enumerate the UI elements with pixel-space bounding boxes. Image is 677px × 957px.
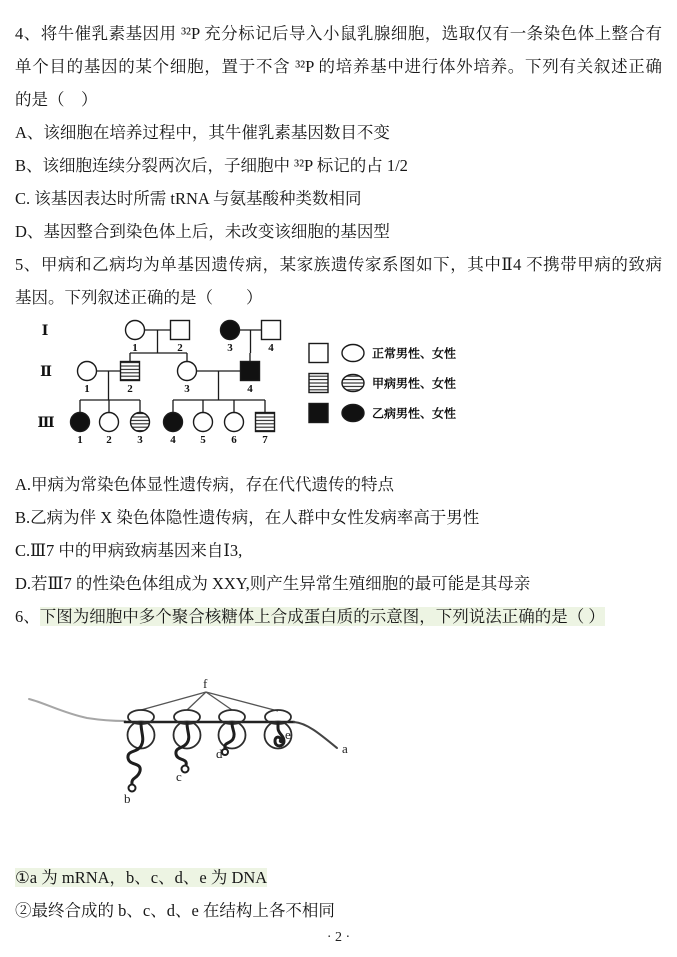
legend-label-yi: 乙病男性、女性 <box>372 406 457 421</box>
q6-statement-1 <box>15 861 662 894</box>
chain-e-end <box>279 739 283 743</box>
pedigree-individual-III-6 <box>225 413 244 432</box>
legend-circle-jia <box>342 375 364 392</box>
question-6 <box>15 600 662 927</box>
pedigree-number-II-1: 1 <box>84 383 90 395</box>
pedigree-chart <box>15 314 675 456</box>
pedigree-individual-I-2 <box>171 321 190 340</box>
pedigree-number-III-2: 2 <box>106 434 112 446</box>
pedigree-number-I-4: 4 <box>268 342 274 354</box>
pedigree-individual-II-3 <box>178 362 197 381</box>
pedigree-individual-III-3 <box>131 413 150 432</box>
pedigree-number-III-5: 5 <box>200 434 206 446</box>
pedigree-number-III-1: 1 <box>77 434 83 446</box>
q5-stem-line-1: 5、甲病和乙病均为单基因遗传病，某家族遗传家系图如下，其中Ⅱ4 不携带甲病的致病 <box>15 255 662 274</box>
f-line-4 <box>206 692 278 711</box>
q6-stem: 下图为细胞中多个聚合核糖体上合成蛋白质的示意图，下列说法正确的是（ ） <box>39 607 605 626</box>
legend-square-yi <box>309 404 328 423</box>
q4-option-b: B、该细胞连续分裂两次后，子细胞中 ³²P 标记的占 1/2 <box>15 156 408 175</box>
polysome-figure <box>15 655 662 853</box>
polysome-label-b: b <box>124 791 131 806</box>
pedigree-individual-III-4 <box>164 413 183 432</box>
q6-number: 6、 <box>15 607 40 626</box>
q6-stem-line <box>15 600 662 633</box>
polysome-label-a: a <box>342 741 348 756</box>
question-5 <box>15 248 662 600</box>
legend-circle-yi <box>342 405 364 422</box>
polysome-label-d: d <box>216 746 223 761</box>
pedigree-individual-III-7 <box>256 413 275 432</box>
q5-option-c: C.Ⅲ7 中的甲病致病基因来自Ⅰ3, <box>15 541 243 560</box>
pedigree-number-II-2: 2 <box>127 383 133 395</box>
chain-d-end <box>222 749 228 755</box>
pedigree-individual-I-4 <box>262 321 281 340</box>
polysome-label-c: c <box>176 769 182 784</box>
legend-square-jia <box>309 374 328 393</box>
q4-option-a: A、该细胞在培养过程中，其牛催乳素基因数目不变 <box>15 123 390 142</box>
pedigree-figure <box>15 314 662 456</box>
pedigree-individual-II-4 <box>241 362 260 381</box>
q4-option-d: D、基因整合到染色体上后，未改变该细胞的基因型 <box>15 222 390 241</box>
q6-statement-2-text: 最终合成的 b、c、d、e 在结构上各不相同 <box>31 901 335 920</box>
polypeptide-chain-b <box>128 723 143 784</box>
question-4 <box>15 17 662 248</box>
pedigree-individual-III-2 <box>100 413 119 432</box>
pedigree-number-II-4: 4 <box>247 383 253 395</box>
q5-option-a: A.甲病为常染色体显性遗传病，存在代代遗传的特点 <box>15 475 395 494</box>
q6-statement-1-marker: ① <box>15 868 30 887</box>
q6-statement-2 <box>15 894 662 927</box>
generation-label-2: Ⅱ <box>40 365 52 380</box>
pedigree-number-I-2: 2 <box>177 342 183 354</box>
chain-c-end <box>182 766 189 773</box>
pedigree-individual-III-5 <box>194 413 213 432</box>
polysome-label-e: e <box>285 727 291 742</box>
pedigree-individual-III-1 <box>71 413 90 432</box>
pedigree-individual-II-2 <box>121 362 140 381</box>
pedigree-individual-I-3 <box>221 321 240 340</box>
pedigree-individual-II-1 <box>78 362 97 381</box>
polysome-label-f: f <box>203 676 208 691</box>
q4-stem-line-3: 的是（ ） <box>15 90 98 109</box>
generation-label-1: Ⅰ <box>41 324 49 339</box>
pedigree-individual-I-1 <box>126 321 145 340</box>
mrna-right-tail <box>294 722 337 748</box>
generation-label-3: Ⅲ <box>37 416 55 431</box>
q5-stem-line-2: 基因。下列叙述正确的是（ ） <box>15 288 263 307</box>
pedigree-number-I-1: 1 <box>132 342 138 354</box>
q5-option-b: B.乙病为伴 X 染色体隐性遗传病，在人群中女性发病率高于男性 <box>15 508 480 527</box>
pedigree-number-III-7: 7 <box>262 434 268 446</box>
mrna-left-tail <box>29 699 125 721</box>
legend-label-normal: 正常男性、女性 <box>372 346 457 361</box>
legend-label-jia: 甲病男性、女性 <box>372 376 457 391</box>
q6-statement-1-text: a 为 mRNA，b、c、d、e 为 DNA <box>29 868 268 887</box>
pedigree-number-III-4: 4 <box>170 434 176 446</box>
legend-circle-normal <box>342 345 364 362</box>
pedigree-number-I-3: 3 <box>227 342 233 354</box>
legend-square-normal <box>309 344 328 363</box>
q4-option-c: C. 该基因表达时所需 tRNA 与氨基酸种类数相同 <box>15 189 362 208</box>
pedigree-number-III-3: 3 <box>137 434 143 446</box>
q4-stem-line-1: 4、将牛催乳素基因用 ³²P 充分标记后导入小鼠乳腺细胞，选取仅有一条染色体上整合有 <box>15 24 662 43</box>
polysome-diagram <box>15 655 435 853</box>
q6-statement-2-marker: ② <box>15 901 32 920</box>
polypeptide-chain-d <box>225 723 234 748</box>
pedigree-number-II-3: 3 <box>184 383 190 395</box>
q5-option-d: D.若Ⅲ7 的性染色体组成为 XXY,则产生异常生殖细胞的最可能是其母亲 <box>15 574 531 593</box>
f-line-3 <box>206 692 232 710</box>
pedigree-number-III-6: 6 <box>231 434 237 446</box>
page-number: · 2 · <box>326 930 351 945</box>
q4-stem-line-2: 单个目的基因的某个细胞，置于不含 ³²P 的培养基中进行体外培养。下列有关叙述正确 <box>15 57 662 76</box>
